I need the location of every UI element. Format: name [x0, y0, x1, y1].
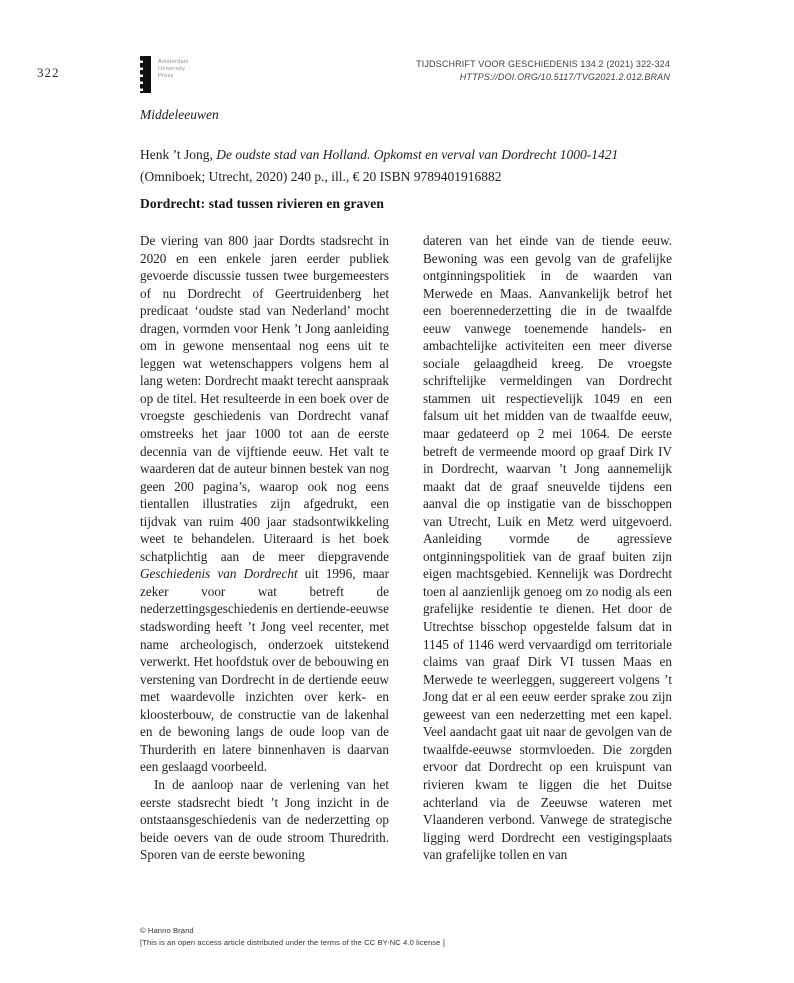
- body-columns: [140, 232, 672, 864]
- publisher-name: [158, 59, 189, 80]
- doi-line: HTTPS://DOI.ORG/10.5117/TVG2021.2.012.BRAN: [459, 72, 670, 82]
- logo-line-university: University: [158, 66, 186, 72]
- logo-line-amsterdam: Amsterdam: [158, 59, 189, 65]
- review-title: Dordrecht: stad tussen rivieren en graven: [140, 196, 384, 211]
- book-citation: [140, 144, 674, 187]
- body-paragraph: [423, 232, 672, 864]
- journal-issue-line: TIJDSCHRIFT VOOR GESCHIEDENIS 134.2 (2021) 322-324: [416, 59, 670, 69]
- section-label: Middeleeuwen: [140, 107, 219, 122]
- body-paragraph: [140, 232, 389, 776]
- copyright-line: © Hanno Brand: [140, 926, 194, 935]
- publisher-logo: [140, 56, 189, 93]
- aup-logo-icon: [140, 56, 151, 93]
- license-line: [This is an open access article distributed under the terms of the CC BY-NC 4.0 license ]: [140, 937, 445, 947]
- text-run: dateren van het einde van de tiende eeuw. Bewoning was een gevolg van de grafelijke ontginningspolitiek in de waarden van Merwede en Maas. Aanvankelijk betrof het een boerennederzetting die in de twaalfde eeuw vanwege toenemende handels- en ambachtelijke activiteiten een meer diverse sociale gelaagdheid kreeg. De vroegste schriftelijke vermeldingen van Dordrecht stammen uit respectievelijk 1049 en een falsum uit het midden van de twaalfde eeuw, maar gedateerd op 2 mei 1064. De eerste betreft de vermeende moord op graaf Dirk IV in Dordrecht, waarvan ’t Jong aannemelijk maakt dat de graaf sneuvelde tijdens een aanval die op instigatie van de bisschoppen van Utrecht, Luik en Metz werd uitgevoerd. Aanleiding vormde de agressieve ontginningspolitiek van de graaf buiten zijn eigen machtsgebied. Kennelijk was Dordrecht toen al aanzienlijk genoeg om zo nodig als een grafelijke residentie te dienen. Het door de Utrechtse bisschop opgestelde falsum dat in 1145 of 1146 werd vervaardigd om territoriale claims van graaf Dirk VI tussen Maas en Merwede te weerleggen, suggereert volgens ’t Jong dat er al een eeuw eerder sprake zou zijn geweest van een nederzetting met een kapel. Veel aandacht gaat uit naar de gevolgen van de twaalfde-eeuwse stormvloeden. Die zorgden ervoor dat Dordrecht op een kruispunt van rivieren kwam te liggen die het Duitse achterland via de Zeeuwse wateren met Vlaanderen verbond. Vanwege de strategische ligging werd Dordrecht een vestigingsplaats van grafelijke tollen en van: [423, 233, 672, 863]
- text-run: Henk ’t Jong,: [140, 147, 217, 162]
- left-column: [140, 232, 389, 864]
- logo-line-press: Press: [158, 73, 174, 79]
- text-run: (Omniboek; Utrecht, 2020) 240 p., ill., € 20 ISBN 9789401916882: [140, 168, 502, 184]
- text-run: In de aanloop naar de verlening van het eerste stadsrecht biedt ’t Jong inzicht in de ontstaansgeschiedenis van de nederzetting op beide oevers van de oude stroom Thuredrith. Sporen van de eerste bewoning: [140, 776, 389, 863]
- text-run: De viering van 800 jaar Dordts stadsrecht in 2020 en een enkele jaren eerder publiek gevoerde discussie tussen twee burgemeesters of nu Dordrecht of Geertruidenberg het predicaat ‘oudste stad van Nederland’ mocht dragen, vormden voor Henk ’t Jong aanleiding om in gewone mensentaal nog eens uit te leggen wat wetenschappers volgens hem al lang weten: Dordrecht maakt terecht aanspraak op de titel. Het resulteerde in een boek over de vroegste geschiedenis van Dordrecht vanaf omstreeks het jaar 1000 tot aan de eerste decennia van de vijftiende eeuw. Het valt te waarderen dat de auteur binnen bestek van nog geen 200 pagina’s, waarop ook nog eens tientallen illustraties zijn afgedrukt, een tijdvak van ruim 400 jaar stadsontwikkeling weet te behandelen. Uiteraard is het boek schatplichtig aan de meer diepgravende: [140, 233, 389, 564]
- page-footer: [140, 925, 445, 948]
- masthead: [140, 56, 670, 93]
- italic-text-run: Geschiedenis van Dordrecht: [140, 566, 298, 582]
- body-paragraph: [140, 776, 389, 864]
- italic-text-run: De oudste stad van Holland. Opkomst en verval van Dordrecht 1000-1421: [216, 147, 619, 162]
- journal-header: [416, 58, 670, 84]
- page-number: 322: [37, 65, 60, 80]
- text-run: uit 1996, maar zeker voor wat betreft de nederzettingsgeschiedenis en dertiende-eeuwse stadswording heeft ’t Jong veel recenter, met name archeologisch, onderzoek uitstekend verwerkt. Het hoofdstuk over de bebouwing en verstening van Dordrecht in de dertiende eeuw met waardevolle inzichten over kerk- en kloosterbouw, de constructie van de lakenhal en de bewoning langs de oude loop van de Thurderith en latere binnenhaven is daarvan een geslaagd voorbeeld.: [140, 566, 389, 775]
- right-column: [423, 232, 672, 864]
